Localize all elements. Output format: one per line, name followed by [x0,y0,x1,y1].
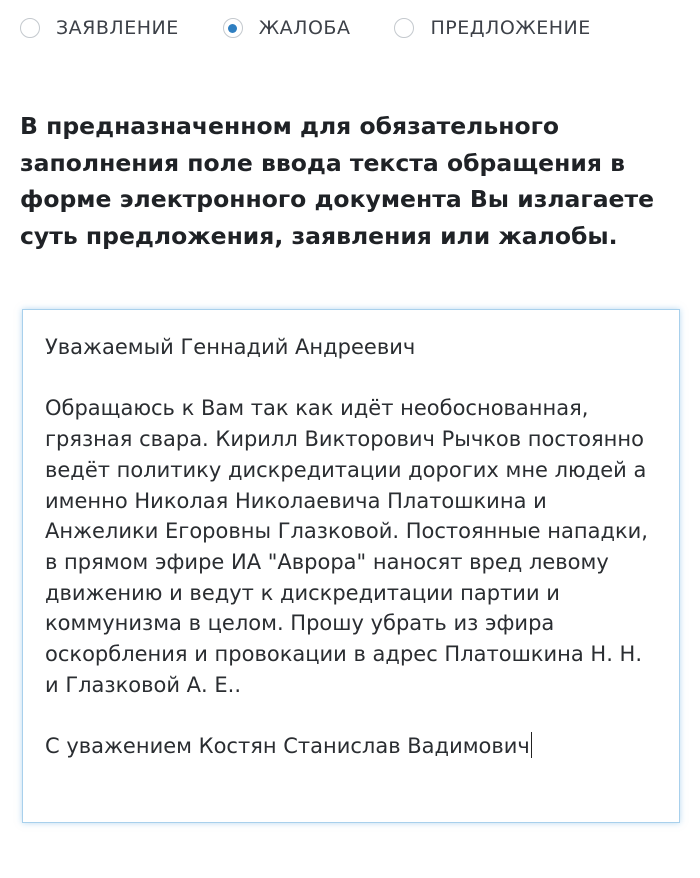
blank-line [45,700,659,731]
blank-line [45,363,659,394]
radio-circle-icon[interactable] [394,18,414,38]
message-signature: С уважением Костян Станислав Вадимович [45,734,530,759]
radio-option-proposal[interactable] [394,17,590,39]
radio-option-statement[interactable] [20,17,179,39]
radio-option-complaint[interactable] [223,17,351,39]
appeal-text-content[interactable] [45,332,659,762]
radio-circle-selected-icon[interactable] [223,18,243,38]
radio-label-proposal: ПРЕДЛОЖЕНИЕ [430,17,591,39]
radio-label-statement: ЗАЯВЛЕНИЕ [56,17,179,39]
radio-label-complaint: ЖАЛОБА [258,17,351,39]
message-body: Обращаюсь к Вам так как идёт необоснованная, грязная свара. Кирилл Викторович Рычков постоянно ведёт политику дискредитации дорогих мне людей а именно Николая Николаевича Платошкина и Анжелики Егоровны Глазковой. Постоянные нападки, в прямом эфире ИА "Аврора" наносят вред левому движению и ведут к дискредитации партии и коммунизма в целом. Прошу убрать из эфира оскорбления и провокации в адрес Платошкина Н. Н. и Глазковой А. Е.. [45,396,648,697]
message-greeting: Уважаемый Геннадий Андреевич [45,335,416,359]
message-signature-line [45,731,659,762]
appeal-text-area[interactable] [22,309,680,823]
instruction-text: В предназначенном для обязательного заполнения поле ввода текста обращения в форме электронного документа Вы излагаете суть предложения, заявления или жалобы. [20,112,655,250]
text-cursor [531,732,533,758]
radio-circle-icon[interactable] [20,18,40,38]
appeal-type-radio-group [20,10,591,46]
